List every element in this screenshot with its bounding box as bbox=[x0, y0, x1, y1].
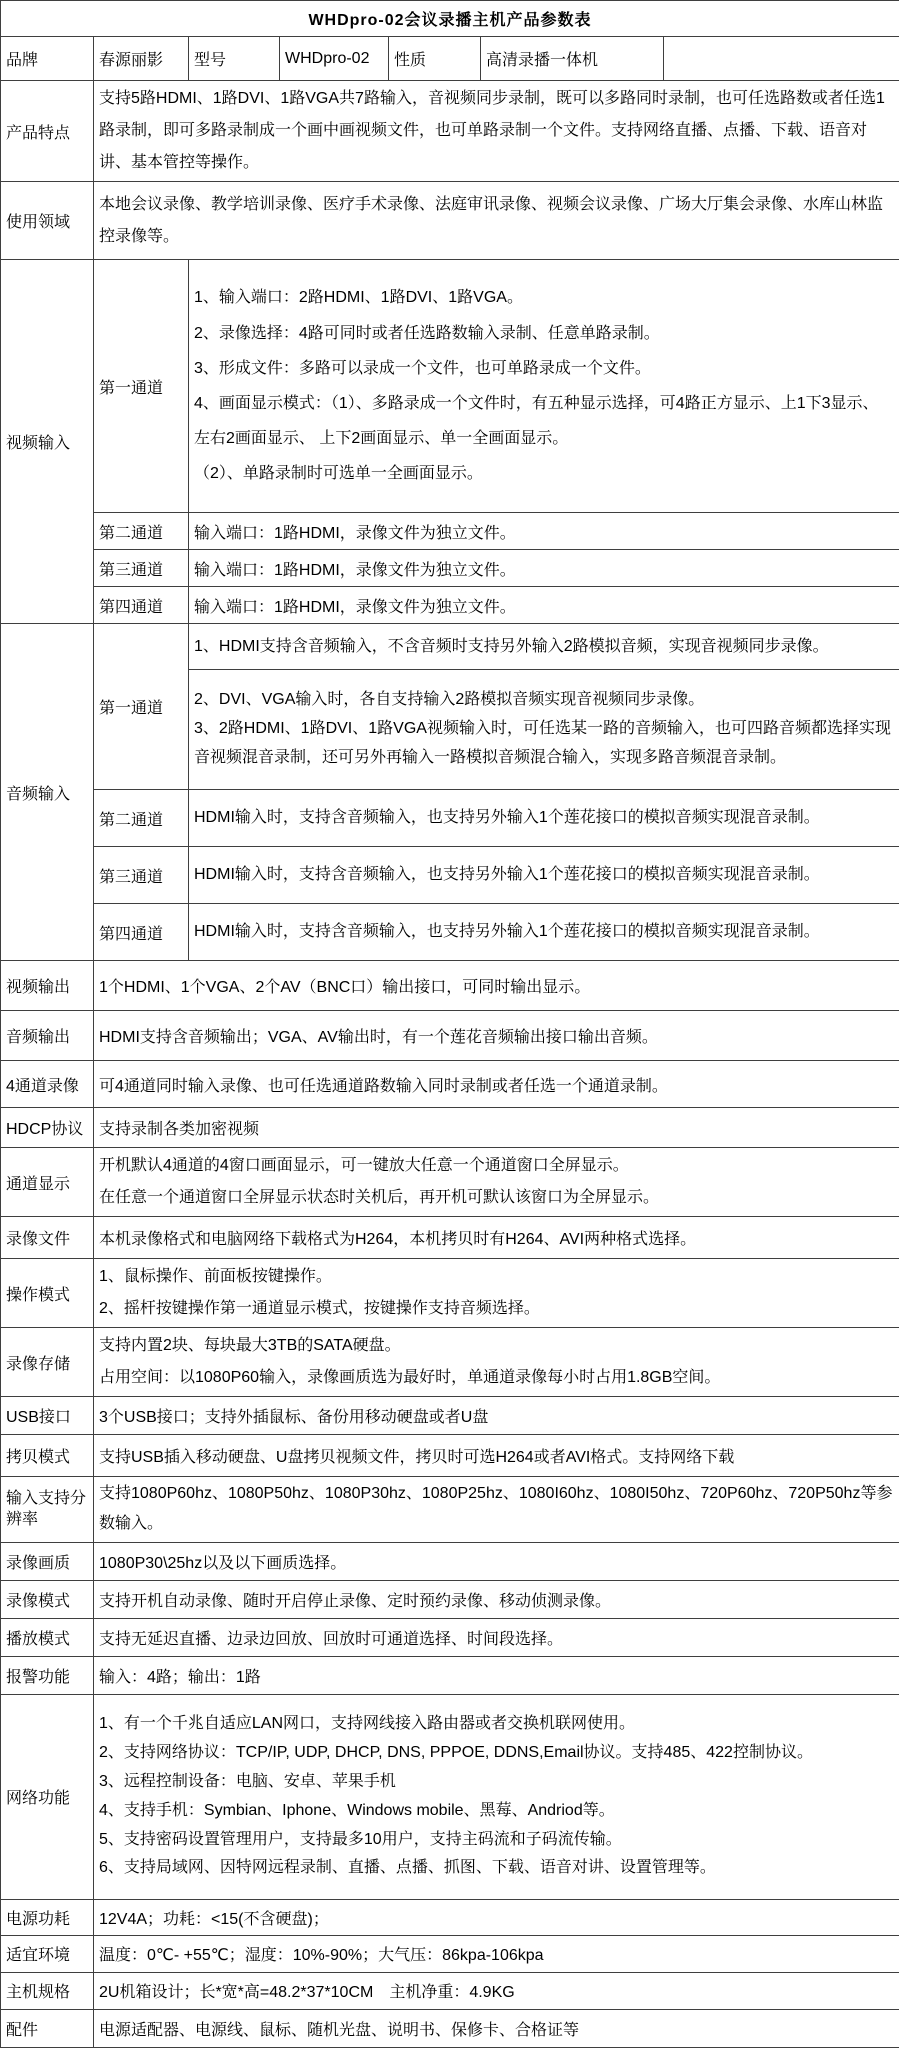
brand-label: 品牌 bbox=[1, 37, 94, 81]
nature-value: 高清录播一体机 bbox=[481, 37, 664, 81]
operation-mode-label: 操作模式 bbox=[1, 1259, 94, 1328]
network-item: 3、远程控制设备：电脑、安卓、苹果手机 bbox=[99, 1768, 894, 1797]
model-label: 型号 bbox=[189, 37, 280, 81]
video-output-text: 1个HDMI、1个VGA、2个AV（BNC口）输出接口，可同时输出显示。 bbox=[94, 961, 899, 1011]
network-item: 4、支持手机：Symbian、Iphone、Windows mobile、黑莓、Andriod等。 bbox=[99, 1797, 894, 1826]
audio-input-ch4-label: 第四通道 bbox=[94, 904, 189, 961]
audio-input-ch1-item: 2、DVI、VGA输入时，各自支持输入2路模拟音频实现音视频同步录像。 bbox=[194, 686, 894, 715]
accessories-label: 配件 bbox=[1, 2009, 94, 2047]
hdcp-text: 支持录制各类加密视频 bbox=[94, 1108, 899, 1148]
audio-input-ch1-row1: 1、HDMI支持含音频输入，不含音频时支持另外输入2路模拟音频，实现音视频同步录像。 bbox=[189, 624, 899, 670]
network-item: 1、有一个千兆自适应LAN网口，支持网线接入路由器或者交换机联网使用。 bbox=[99, 1710, 894, 1739]
record-file-label: 录像文件 bbox=[1, 1217, 94, 1259]
input-resolution-label: 输入支持分辨率 bbox=[1, 1477, 94, 1543]
record-mode-label: 录像模式 bbox=[1, 1580, 94, 1618]
video-input-ch2-text: 输入端口：1路HDMI，录像文件为独立文件。 bbox=[189, 513, 899, 550]
hdcp-label: HDCP协议 bbox=[1, 1108, 94, 1148]
features-text: 支持5路HDMI、1路DVI、1路VGA共7路输入，音视频同步录制，既可以多路同时录制，也可任选路数或者任选1路录制，即可多路录制成一个画中画视频文件，也可单路录制一个文件。支持网络直播、点播、下载、语音对讲、基本管控等操作。 bbox=[94, 81, 899, 182]
four-channel-label: 4通道录像 bbox=[1, 1061, 94, 1108]
copy-mode-label: 拷贝模式 bbox=[1, 1435, 94, 1477]
audio-input-ch2-text: HDMI输入时，支持含音频输入，也支持另外输入1个莲花接口的模拟音频实现混音录制。 bbox=[189, 790, 899, 847]
video-input-ch1-item: （2）、单路录制时可选单一全画面显示。 bbox=[194, 456, 894, 491]
video-input-ch1-label: 第一通道 bbox=[94, 260, 189, 513]
record-file-text: 本机录像格式和电脑网络下载格式为H264，本机拷贝时有H264、AVI两种格式选择。 bbox=[94, 1217, 899, 1259]
audio-input-ch1-row2 bbox=[189, 670, 899, 790]
alarm-label: 报警功能 bbox=[1, 1656, 94, 1694]
environment-label: 适宜环境 bbox=[1, 1935, 94, 1972]
record-mode-text: 支持开机自动录像、随时开启停止录像、定时预约录像、移动侦测录像。 bbox=[94, 1580, 899, 1618]
video-input-ch4-label: 第四通道 bbox=[94, 587, 189, 624]
channel-display-line: 在任意一个通道窗口全屏显示状态时关机后，再开机可默认该窗口为全屏显示。 bbox=[99, 1182, 894, 1214]
video-input-ch4-text: 输入端口：1路HDMI，录像文件为独立文件。 bbox=[189, 587, 899, 624]
alarm-text: 输入：4路；输出：1路 bbox=[94, 1656, 899, 1694]
video-input-ch2-label: 第二通道 bbox=[94, 513, 189, 550]
spec-label: 主机规格 bbox=[1, 1972, 94, 2009]
input-resolution-text: 支持1080P60hz、1080P50hz、1080P30hz、1080P25hz、1080I60hz、1080I50hz、720P60hz、720P50hz等参数输入。 bbox=[94, 1477, 899, 1543]
storage-label: 录像存储 bbox=[1, 1328, 94, 1397]
video-input-ch3-text: 输入端口：1路HDMI，录像文件为独立文件。 bbox=[189, 550, 899, 587]
accessories-text: 电源适配器、电源线、鼠标、随机光盘、说明书、保修卡、合格证等 bbox=[94, 2009, 899, 2047]
features-label: 产品特点 bbox=[1, 81, 94, 182]
operation-mode-line: 2、摇杆按键操作第一通道显示模式，按键操作支持音频选择。 bbox=[99, 1293, 894, 1325]
video-input-ch1-item: 2、录像选择：4路可同时或者任选路数输入录制、任意单路录制。 bbox=[194, 316, 894, 351]
play-mode-label: 播放模式 bbox=[1, 1618, 94, 1656]
power-label: 电源功耗 bbox=[1, 1899, 94, 1935]
audio-input-label: 音频输入 bbox=[1, 624, 94, 961]
usage-text: 本地会议录像、教学培训录像、医疗手术录像、法庭审讯录像、视频会议录像、广场大厅集会录像、水库山林监控录像等。 bbox=[94, 182, 899, 260]
channel-display-text bbox=[94, 1148, 899, 1217]
network-item: 5、支持密码设置管理用户，支持最多10用户，支持主码流和子码流传输。 bbox=[99, 1826, 894, 1855]
video-input-ch3-label: 第三通道 bbox=[94, 550, 189, 587]
power-text: 12V4A；功耗：<15(不含硬盘)； bbox=[94, 1899, 899, 1935]
channel-display-line: 开机默认4通道的4窗口画面显示，可一键放大任意一个通道窗口全屏显示。 bbox=[99, 1150, 894, 1182]
usb-text: 3个USB接口；支持外插鼠标、备份用移动硬盘或者U盘 bbox=[94, 1397, 899, 1435]
operation-mode-line: 1、鼠标操作、前面板按键操作。 bbox=[99, 1261, 894, 1293]
brand-value: 春源丽影 bbox=[94, 37, 189, 81]
header-empty-cell bbox=[664, 37, 899, 81]
channel-display-label: 通道显示 bbox=[1, 1148, 94, 1217]
audio-input-ch3-label: 第三通道 bbox=[94, 847, 189, 904]
page-title: WHDpro-02会议录播主机产品参数表 bbox=[1, 1, 899, 37]
audio-output-text: HDMI支持含音频输出；VGA、AV输出时，有一个莲花音频输出接口输出音频。 bbox=[94, 1011, 899, 1061]
network-item: 6、支持局域网、因特网远程录制、直播、点播、抓图、下载、语音对讲、设置管理等。 bbox=[99, 1854, 894, 1883]
audio-input-ch3-text: HDMI输入时，支持含音频输入，也支持另外输入1个莲花接口的模拟音频实现混音录制。 bbox=[189, 847, 899, 904]
network-text bbox=[94, 1694, 899, 1899]
network-label: 网络功能 bbox=[1, 1694, 94, 1899]
video-input-ch1-text bbox=[189, 260, 899, 513]
video-input-ch1-item: 1、输入端口：2路HDMI、1路DVI、1路VGA。 bbox=[194, 280, 894, 315]
video-input-ch1-item: 4、画面显示模式：（1）、多路录成一个文件时，有五种显示选择，可4路正方显示、上1下3显示、左右2画面显示、 上下2画面显示、单一全画面显示。 bbox=[194, 386, 894, 456]
network-item: 2、支持网络协议：TCP/IP, UDP, DHCP, DNS, PPPOE, DDNS,Email协议。支持485、422控制协议。 bbox=[99, 1739, 894, 1768]
usb-label: USB接口 bbox=[1, 1397, 94, 1435]
audio-input-ch1-item: 3、2路HDMI、1路DVI、1路VGA视频输入时，可任选某一路的音频输入，也可四路音频都选择实现音视频混音录制，还可另外再输入一路模拟音频混合输入，实现多路音频混音录制。 bbox=[194, 715, 894, 773]
spec-text: 2U机箱设计；长*宽*高=48.2*37*10CM 主机净重：4.9KG bbox=[94, 1972, 899, 2009]
record-quality-label: 录像画质 bbox=[1, 1542, 94, 1580]
audio-input-ch4-text: HDMI输入时，支持含音频输入，也支持另外输入1个莲花接口的模拟音频实现混音录制。 bbox=[189, 904, 899, 961]
audio-input-ch2-label: 第二通道 bbox=[94, 790, 189, 847]
nature-label: 性质 bbox=[389, 37, 481, 81]
copy-mode-text: 支持USB插入移动硬盘、U盘拷贝视频文件，拷贝时可选H264或者AVI格式。支持网络下载 bbox=[94, 1435, 899, 1477]
environment-text: 温度：0℃- +55℃；湿度：10%-90%；大气压：86kpa-106kpa bbox=[94, 1935, 899, 1972]
play-mode-text: 支持无延迟直播、边录边回放、回放时可通道选择、时间段选择。 bbox=[94, 1618, 899, 1656]
audio-input-ch1-label: 第一通道 bbox=[94, 624, 189, 790]
storage-line: 支持内置2块、每块最大3TB的SATA硬盘。 bbox=[99, 1330, 894, 1362]
storage-text bbox=[94, 1328, 899, 1397]
record-quality-text: 1080P30\25hz以及以下画质选择。 bbox=[94, 1542, 899, 1580]
video-output-label: 视频输出 bbox=[1, 961, 94, 1011]
audio-output-label: 音频输出 bbox=[1, 1011, 94, 1061]
model-value: WHDpro-02 bbox=[280, 37, 389, 81]
usage-label: 使用领域 bbox=[1, 182, 94, 260]
operation-mode-text bbox=[94, 1259, 899, 1328]
storage-line: 占用空间：以1080P60输入，录像画质选为最好时，单通道录像每小时占用1.8GB空间。 bbox=[99, 1362, 894, 1394]
video-input-ch1-item: 3、形成文件：多路可以录成一个文件，也可单路录成一个文件。 bbox=[194, 351, 894, 386]
four-channel-text: 可4通道同时输入录像、也可任选通道路数输入同时录制或者任选一个通道录制。 bbox=[94, 1061, 899, 1108]
video-input-label: 视频输入 bbox=[1, 260, 94, 624]
